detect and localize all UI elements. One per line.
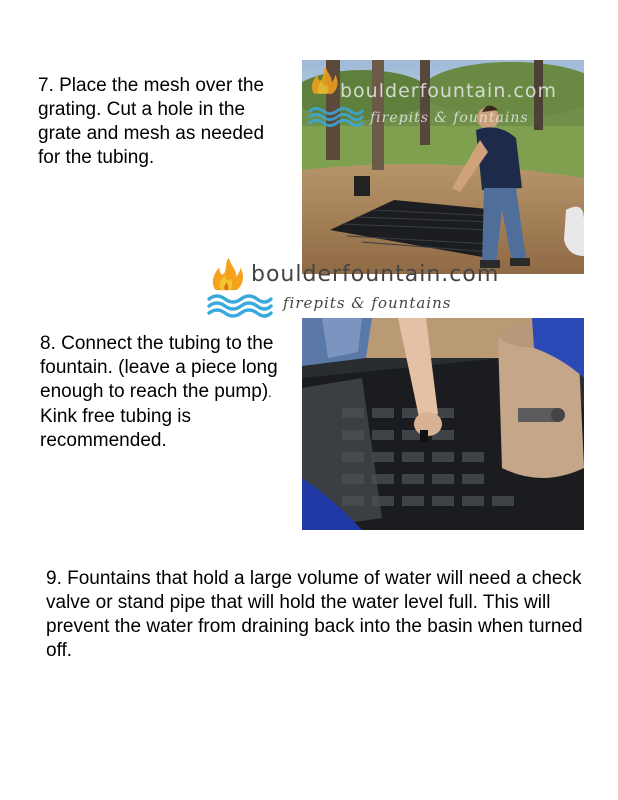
logo-tagline: firepits & fountains [283, 294, 452, 312]
step-8-period: . [268, 385, 272, 400]
water-waves-icon [308, 106, 364, 128]
boulderfountain-logo [205, 256, 505, 318]
logo-name: boulderfountain.com [251, 262, 500, 287]
step-9-text: 9. Fountains that hold a large volume of water will need a check valve or stand pipe that will hold the water level full. This will prevent the water from draining back into the basin when turned off. [46, 568, 583, 661]
step-8-text [40, 332, 295, 453]
hands-connecting-tubing-photo [302, 318, 584, 530]
step-8-main: 8. Connect the tubing to the fountain. (leave a piece long enough to reach the pump) [40, 333, 278, 402]
step-8-rest: Kink free tubing is recommended. [40, 406, 192, 451]
water-waves-icon [207, 294, 273, 318]
watermark-logo [308, 66, 568, 132]
flame-icon [207, 258, 247, 292]
watermark-logo-name: boulderfountain.com [340, 80, 557, 102]
flame-icon [308, 66, 340, 96]
step-7-text: 7. Place the mesh over the grating. Cut a hole in the grate and mesh as needed for the tubing. [38, 75, 265, 168]
watermark-logo-tagline: firepits & fountains [370, 110, 529, 126]
